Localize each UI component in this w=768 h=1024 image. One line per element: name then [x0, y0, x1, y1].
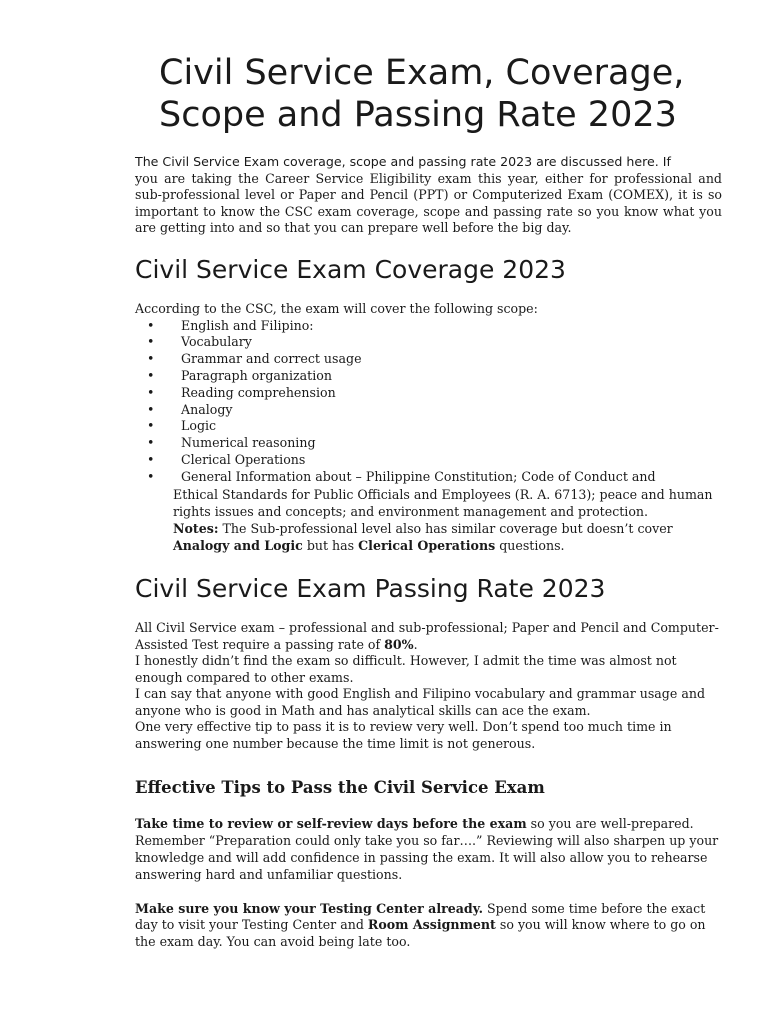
tips-heading: Effective Tips to Pass the Civil Service Exam: [135, 778, 545, 798]
intro-lead: The Civil Service Exam coverage, scope and passing rate 2023 are discussed here. If: [135, 154, 671, 169]
bullet-icon: •: [147, 401, 155, 417]
bullet-icon: •: [147, 418, 155, 434]
page-title: [135, 0, 722, 136]
passing-paragraph-1: All Civil Service exam – professional and sub-professional; Paper and Pencil and Computer-Assisted Test require a passing rate of 80%.: [135, 620, 719, 652]
bullet-icon: •: [147, 317, 155, 333]
bullet-icon: •: [147, 334, 155, 350]
list-item: • Logic: [147, 418, 217, 434]
tip-review: Take time to review or self-review days before the exam so you are well-prepared. Remember “Preparation could only take you so far….” Reviewing will also sharpen up your knowledge and will add confidence in passing the exam. It will also allow you to rehearse answering hard and unfamiliar questions.: [135, 816, 719, 882]
bullet-icon: •: [147, 384, 155, 400]
title-line-1: Civil Service Exam, Coverage,: [159, 53, 685, 93]
tip-testing-center: Make sure you know your Testing Center already. Spend some time before the exact day to visit your Testing Center and Room Assignment so you will know where to go on the exam day. You can avoid being late too.: [135, 900, 706, 950]
intro-body: you are taking the Career Service Eligibility exam this year, either for professional and sub-professional level or Paper and Pencil (PPT) or Computerized Exam (COMEX), it is so important to know the CSC exam coverage, scope and passing rate so you know what you are getting into and so that you can prepare well before the big day.: [135, 170, 722, 236]
passing-paragraph-3: I can say that anyone with good English and Filipino vocabulary and grammar usage and anyone who is good in Math and has analytical skills can ace the exam.: [135, 686, 706, 718]
scope-list: [135, 318, 722, 486]
coverage-intro: According to the CSC, the exam will cover the following scope:: [135, 300, 538, 316]
list-item: • Reading comprehension: [147, 384, 336, 400]
list-item: • Analogy: [147, 401, 233, 417]
coverage-heading: Civil Service Exam Coverage 2023: [135, 254, 566, 284]
coverage-notes: Notes: The Sub-professional level also has similar coverage but doesn’t cover Analogy and Logic but has Clerical Operations questions.: [173, 521, 673, 554]
list-item: • Vocabulary: [147, 334, 252, 350]
bullet-icon: •: [147, 367, 155, 383]
list-item: • Paragraph organization: [147, 367, 332, 383]
passing-paragraph-4: One very effective tip to pass it is to review very well. Don’t spend too much time in answering one number because the time limit is not generous.: [135, 719, 672, 751]
bullet-icon: •: [147, 351, 155, 367]
passing-paragraph-2: I honestly didn’t find the exam so difficult. However, I admit the time was almost not enough compared to other exams.: [135, 653, 677, 685]
notes-label: Notes:: [173, 521, 219, 537]
passing-rate-value: 80%: [384, 636, 414, 652]
bullet-icon: •: [147, 468, 155, 484]
list-item: • Clerical Operations: [147, 451, 306, 467]
list-item: • Grammar and correct usage: [147, 351, 362, 367]
bullet-icon: •: [147, 451, 155, 467]
list-item: • English and Filipino:: [147, 317, 314, 333]
passing-rate-section: [135, 620, 722, 752]
passing-rate-heading: Civil Service Exam Passing Rate 2023: [135, 574, 606, 604]
list-item: • Numerical reasoning: [147, 435, 316, 451]
title-line-2: Scope and Passing Rate 2023: [159, 95, 677, 135]
general-info-continued: Ethical Standards for Public Officials and Employees (R. A. 6713); peace and human rights issues and concepts; and environment management and protection.: [173, 486, 713, 519]
intro-paragraph: [135, 154, 722, 237]
bullet-icon: •: [147, 435, 155, 451]
list-item-general-info: • General Information about – Philippine Constitution; Code of Conduct and: [147, 468, 656, 484]
